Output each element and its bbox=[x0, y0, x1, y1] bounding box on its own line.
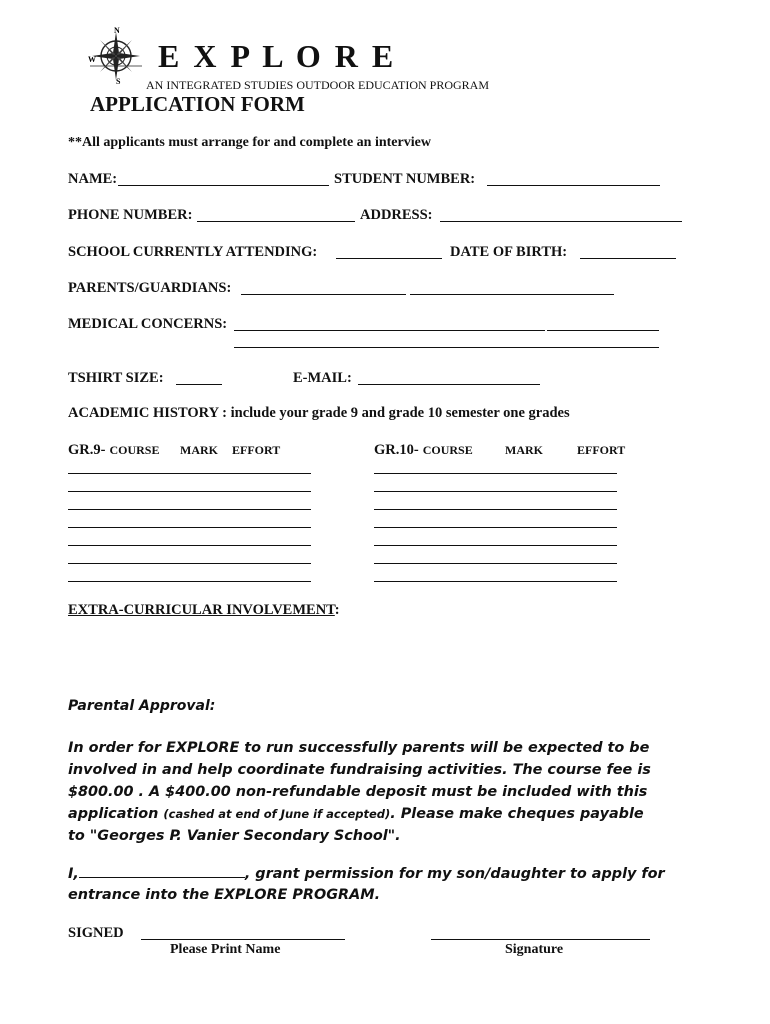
gr9-grade-label: GR.9- bbox=[68, 442, 106, 458]
school-field[interactable] bbox=[336, 258, 442, 259]
tshirt-field[interactable] bbox=[176, 384, 222, 385]
signature-field[interactable] bbox=[431, 939, 650, 940]
phone-number-label: PHONE NUMBER: bbox=[68, 207, 193, 223]
gr10-grade-line[interactable] bbox=[374, 491, 617, 492]
parental-line: $800.00 . A $400.00 non-refundable deposit must be included with this bbox=[68, 784, 648, 800]
parent-2-field[interactable] bbox=[410, 294, 614, 295]
gr9-mark-label: MARK bbox=[180, 443, 218, 457]
parental-line bbox=[68, 803, 651, 825]
program-subtitle: AN INTEGRATED STUDIES OUTDOOR EDUCATION PROGRAM bbox=[146, 78, 489, 92]
gr10-effort-label: EFFORT bbox=[577, 443, 626, 457]
parental-line: to "Georges P. Vanier Secondary School". bbox=[68, 828, 401, 844]
email-field[interactable] bbox=[358, 384, 540, 385]
phone-number-field[interactable] bbox=[197, 221, 355, 222]
print-name-label: Please Print Name bbox=[170, 942, 281, 957]
permission-line bbox=[68, 865, 665, 882]
compass-north-letter: N bbox=[114, 26, 120, 35]
compass-south-letter: S bbox=[116, 77, 121, 84]
gr10-course-label: COURSE bbox=[422, 443, 473, 457]
medical-field-2[interactable] bbox=[234, 347, 659, 348]
dob-field[interactable] bbox=[580, 258, 676, 259]
student-number-field[interactable] bbox=[487, 185, 660, 186]
gr9-grade-line[interactable] bbox=[68, 527, 311, 528]
permission-i: I, bbox=[68, 866, 79, 882]
gr9-grade-line[interactable] bbox=[68, 563, 311, 564]
name-field[interactable] bbox=[118, 185, 329, 186]
medical-label: MEDICAL CONCERNS: bbox=[68, 316, 228, 332]
dob-label: DATE OF BIRTH: bbox=[450, 244, 568, 260]
parent-name-blank[interactable] bbox=[79, 865, 245, 878]
academic-history-heading: ACADEMIC HISTORY : include your grade 9 and grade 10 semester one grades bbox=[68, 405, 570, 421]
gr9-course-label: COURSE bbox=[109, 443, 160, 457]
school-label: SCHOOL CURRENTLY ATTENDING: bbox=[68, 244, 318, 260]
form-title: APPLICATION FORM bbox=[90, 92, 305, 116]
gr10-grade-line[interactable] bbox=[374, 545, 617, 546]
extra-curricular-label: EXTRA-CURRICULAR INVOLVEMENT bbox=[68, 602, 335, 618]
gr9-grade-line[interactable] bbox=[68, 545, 311, 546]
signature-label: Signature bbox=[505, 942, 564, 957]
gr10-grade-line[interactable] bbox=[374, 473, 617, 474]
program-title: E X P L O R E bbox=[158, 38, 397, 74]
parental-line: In order for EXPLORE to run successfully parents will be expected to be bbox=[68, 740, 650, 756]
signed-label: SIGNED bbox=[68, 925, 124, 941]
parental-line: involved in and help coordinate fundraising activities. The course fee is bbox=[68, 762, 651, 778]
gr9-effort-label: EFFORT bbox=[232, 443, 281, 457]
extra-curricular-colon: : bbox=[334, 602, 340, 618]
gr10-grade-line[interactable] bbox=[374, 527, 617, 528]
gr9-grade-line[interactable] bbox=[68, 509, 311, 510]
gr10-grade-label: GR.10- bbox=[374, 442, 419, 458]
gr10-header bbox=[374, 441, 473, 459]
parental-line-part: application bbox=[68, 806, 164, 822]
parental-approval-heading: Parental Approval: bbox=[68, 698, 216, 714]
parental-line-part: . Please make cheques payable bbox=[390, 806, 644, 822]
compass-west-letter: W bbox=[88, 55, 96, 64]
compass-rose-icon bbox=[86, 26, 148, 84]
email-label: E-MAIL: bbox=[293, 370, 352, 386]
student-number-label: STUDENT NUMBER: bbox=[334, 171, 476, 187]
gr9-grade-line[interactable] bbox=[68, 491, 311, 492]
address-label: ADDRESS: bbox=[360, 207, 433, 223]
medical-field-1b[interactable] bbox=[547, 330, 659, 331]
parental-approval-paragraph bbox=[68, 737, 651, 847]
medical-field-1a[interactable] bbox=[234, 330, 545, 331]
permission-line-2: entrance into the EXPLORE PROGRAM. bbox=[68, 887, 381, 903]
extra-curricular-heading bbox=[68, 602, 340, 619]
address-field[interactable] bbox=[440, 221, 682, 222]
deposit-note: (cashed at end of June if accepted) bbox=[163, 807, 391, 821]
gr10-mark-label: MARK bbox=[505, 443, 543, 457]
gr10-grade-line[interactable] bbox=[374, 509, 617, 510]
name-label: NAME: bbox=[68, 171, 118, 187]
gr10-grade-line[interactable] bbox=[374, 563, 617, 564]
gr9-header bbox=[68, 441, 159, 459]
permission-text: , grant permission for my son/daughter to apply for bbox=[244, 866, 665, 882]
tshirt-label: TSHIRT SIZE: bbox=[68, 370, 164, 386]
gr9-grade-line[interactable] bbox=[68, 473, 311, 474]
print-name-field[interactable] bbox=[141, 939, 345, 940]
parents-label: PARENTS/GUARDIANS: bbox=[68, 280, 232, 296]
gr9-grade-line[interactable] bbox=[68, 581, 311, 582]
gr10-grade-line[interactable] bbox=[374, 581, 617, 582]
interview-notice: **All applicants must arrange for and complete an interview bbox=[68, 135, 431, 150]
parent-1-field[interactable] bbox=[241, 294, 406, 295]
